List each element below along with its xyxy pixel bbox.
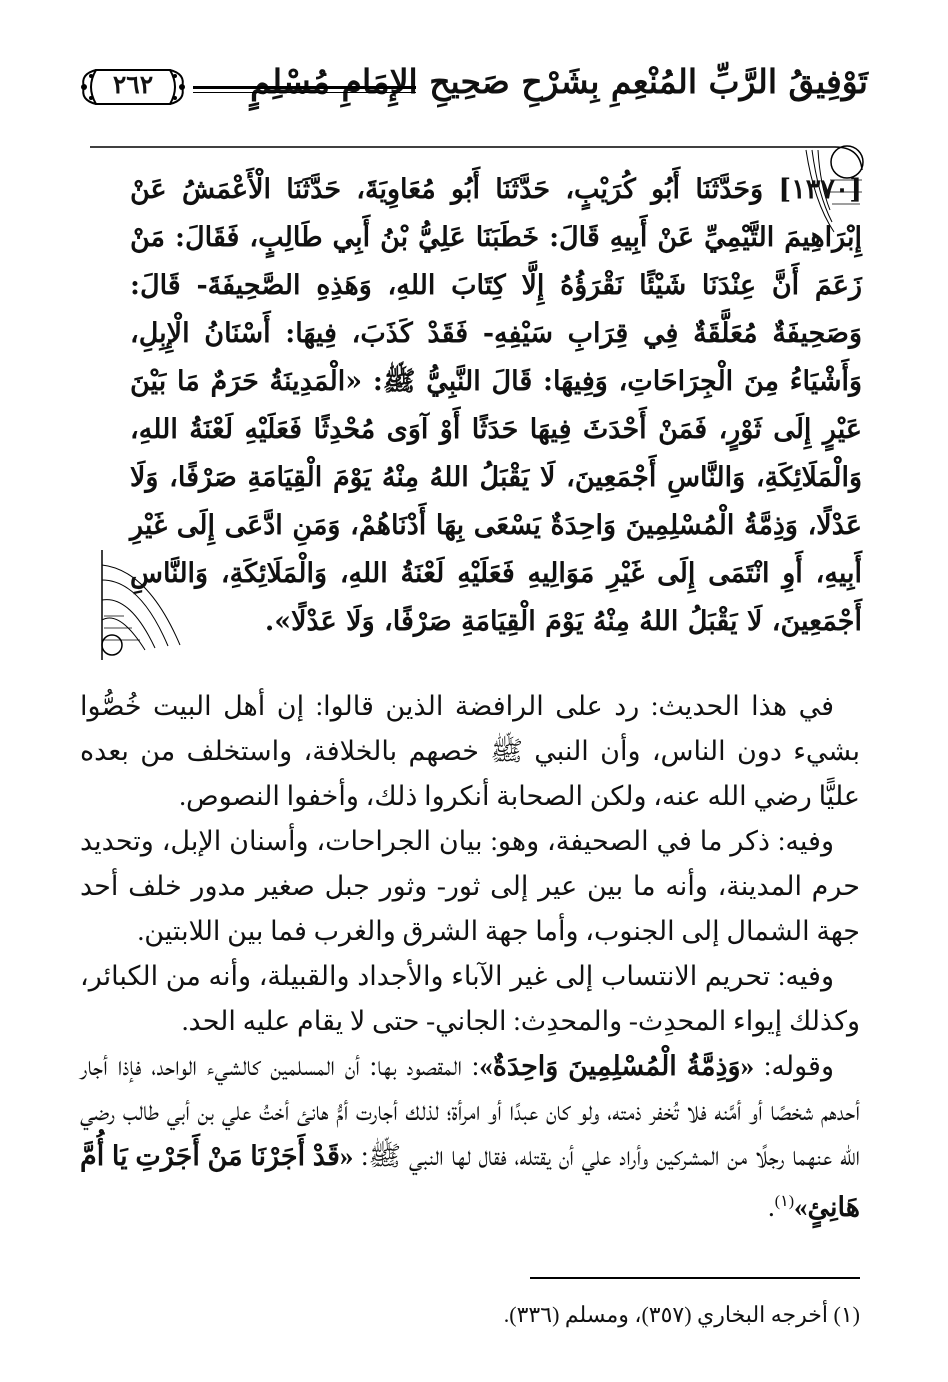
commentary-paragraph bbox=[80, 1044, 860, 1230]
commentary-paragraph: في هذا الحديث: رد على الرافضة الذين قالوا: إن أهل البيت خُصُّوا بشيء دون الناس، وأن النبي ﷺ خصهم بالخلافة، واستخلف من بعده عليًّا رضي الله عنه، ولكن الصحابة أنكروا ذلك، وأخفوا النصوص. bbox=[80, 691, 860, 811]
commentary-paragraph: وفيه: ذكر ما في الصحيفة، وهو: بيان الجراحات، وأسنان الإبل، وتحديد حرم المدينة، وأنه ما بين عير إلى ثور- وثور جبل صغير مدور خلف أحد جهة الشمال إلى الجنوب، وأما جهة الشرق والغرب فما بين اللابتين. bbox=[80, 826, 860, 946]
header-rule bbox=[193, 86, 416, 89]
footnote-separator bbox=[530, 1277, 860, 1279]
commentary-paragraph: وفيه: تحريم الانتساب إلى غير الآباء والأجداد والقبيلة، وأنه من الكبائر، وكذلك إيواء المحدِث- والمحدِث: الجاني- حتى لا يقام عليه الحد. bbox=[80, 961, 860, 1036]
page-number: ٢٦٢ bbox=[112, 70, 154, 99]
quoted-hadith: «قَدْ أَجَرْنَا مَنْ أَجَرْتِ يَا أُمَّ هَانِئٍ» bbox=[80, 1141, 860, 1222]
hadith-text: [١٣٧٠] وَحَدَّثَنَا أَبُو كُرَيْبٍ، حَدَّثَنَا أَبُو مُعَاوِيَةَ، حَدَّثَنَا الْأَعْمَشُ عَنْ إِبْرَاهِيمَ التَّيْمِيِّ عَنْ أَبِيهِ قَالَ: خَطَبَنَا عَلِيُّ بْنُ أَبِي طَالِبٍ، فَقَالَ: مَنْ زَعَمَ أَنَّ عِنْدَنَا شَيْئًا نَقْرَؤُهُ إِلَّا كِتَابَ اللهِ، وَهَذِهِ الصَّحِيفَةَ- قَالَ: وَصَحِيفَةٌ مُعَلَّقَةٌ فِي قِرَابِ سَيْفِهِ- فَقَدْ كَذَبَ، فِيهَا: أَسْنَانُ الْإِبِلِ، وَأَشْيَاءُ مِنَ الْجِرَاحَاتِ، وَفِيهَا: قَالَ النَّبِيُّ ﷺ: «الْمَدِينَةُ حَرَمٌ مَا بَيْنَ عَيْرٍ إِلَى ثَوْرٍ، فَمَنْ أَحْدَثَ فِيهَا حَدَثًا أَوْ آوَى مُحْدِثًا فَعَلَيْهِ لَعْنَةُ اللهِ، وَالْمَلَائِكَةِ، وَالنَّاسِ أَجْمَعِينَ، لَا يَقْبَلُ اللهُ مِنْهُ يَوْمَ الْقِيَامَةِ صَرْفًا، وَلَا عَدْلًا، وَذِمَّةُ الْمُسْلِمِينَ وَاحِدَةٌ يَسْعَى بِهَا أَدْنَاهُمْ، وَمَنِ ادَّعَى إِلَى غَيْرِ أَبِيهِ، أَوِ انْتَمَى إِلَى غَيْرِ مَوَالِيهِ فَعَلَيْهِ لَعْنَةُ اللهِ، وَالْمَلَائِكَةِ، وَالنَّاسِ أَجْمَعِينَ، لَا يَقْبَلُ اللهُ مِنْهُ يَوْمَ الْقِيَامَةِ صَرْفًا، وَلَا عَدْلًا». bbox=[130, 174, 862, 637]
book-title: تَوْفِيقُ الرَّبِّ المُنْعِمِ بِشَرْحِ صَحِيحِ الإِمَامِ مُسْلِمٍ bbox=[250, 62, 868, 101]
paragraph-lead: وقوله: bbox=[754, 1051, 834, 1081]
header-rule-thin bbox=[193, 92, 416, 93]
commentary bbox=[80, 684, 860, 1230]
footnote: (١) أخرجه البخاري (٣٥٧)، ومسلم (٣٣٦). bbox=[503, 1302, 860, 1327]
paragraph-end: . bbox=[768, 1192, 775, 1222]
footnote-ref[interactable]: (١) bbox=[774, 1193, 795, 1210]
paragraph-body: : المقصود بها: أن المسلمين كالشيء الواحد، فإذا أجار أحدهم شخصًا أو أمَّنه فلا تُخفر ذمته، ولو كان عبدًا أو امرأة؛ لذلك أجارت أمُّ هانئ أختُ علي بن أبي طالب رضي الله عنهما رجلًا من المشركين وأراد علي أن يقتله، فقال لها النبي ﷺ: bbox=[80, 1051, 860, 1171]
quoted-phrase: «وَذِمَّةُ الْمُسْلِمِينَ وَاحِدَةٌ» bbox=[479, 1051, 755, 1081]
page-header bbox=[78, 62, 868, 122]
page-number-ornament bbox=[78, 64, 188, 110]
